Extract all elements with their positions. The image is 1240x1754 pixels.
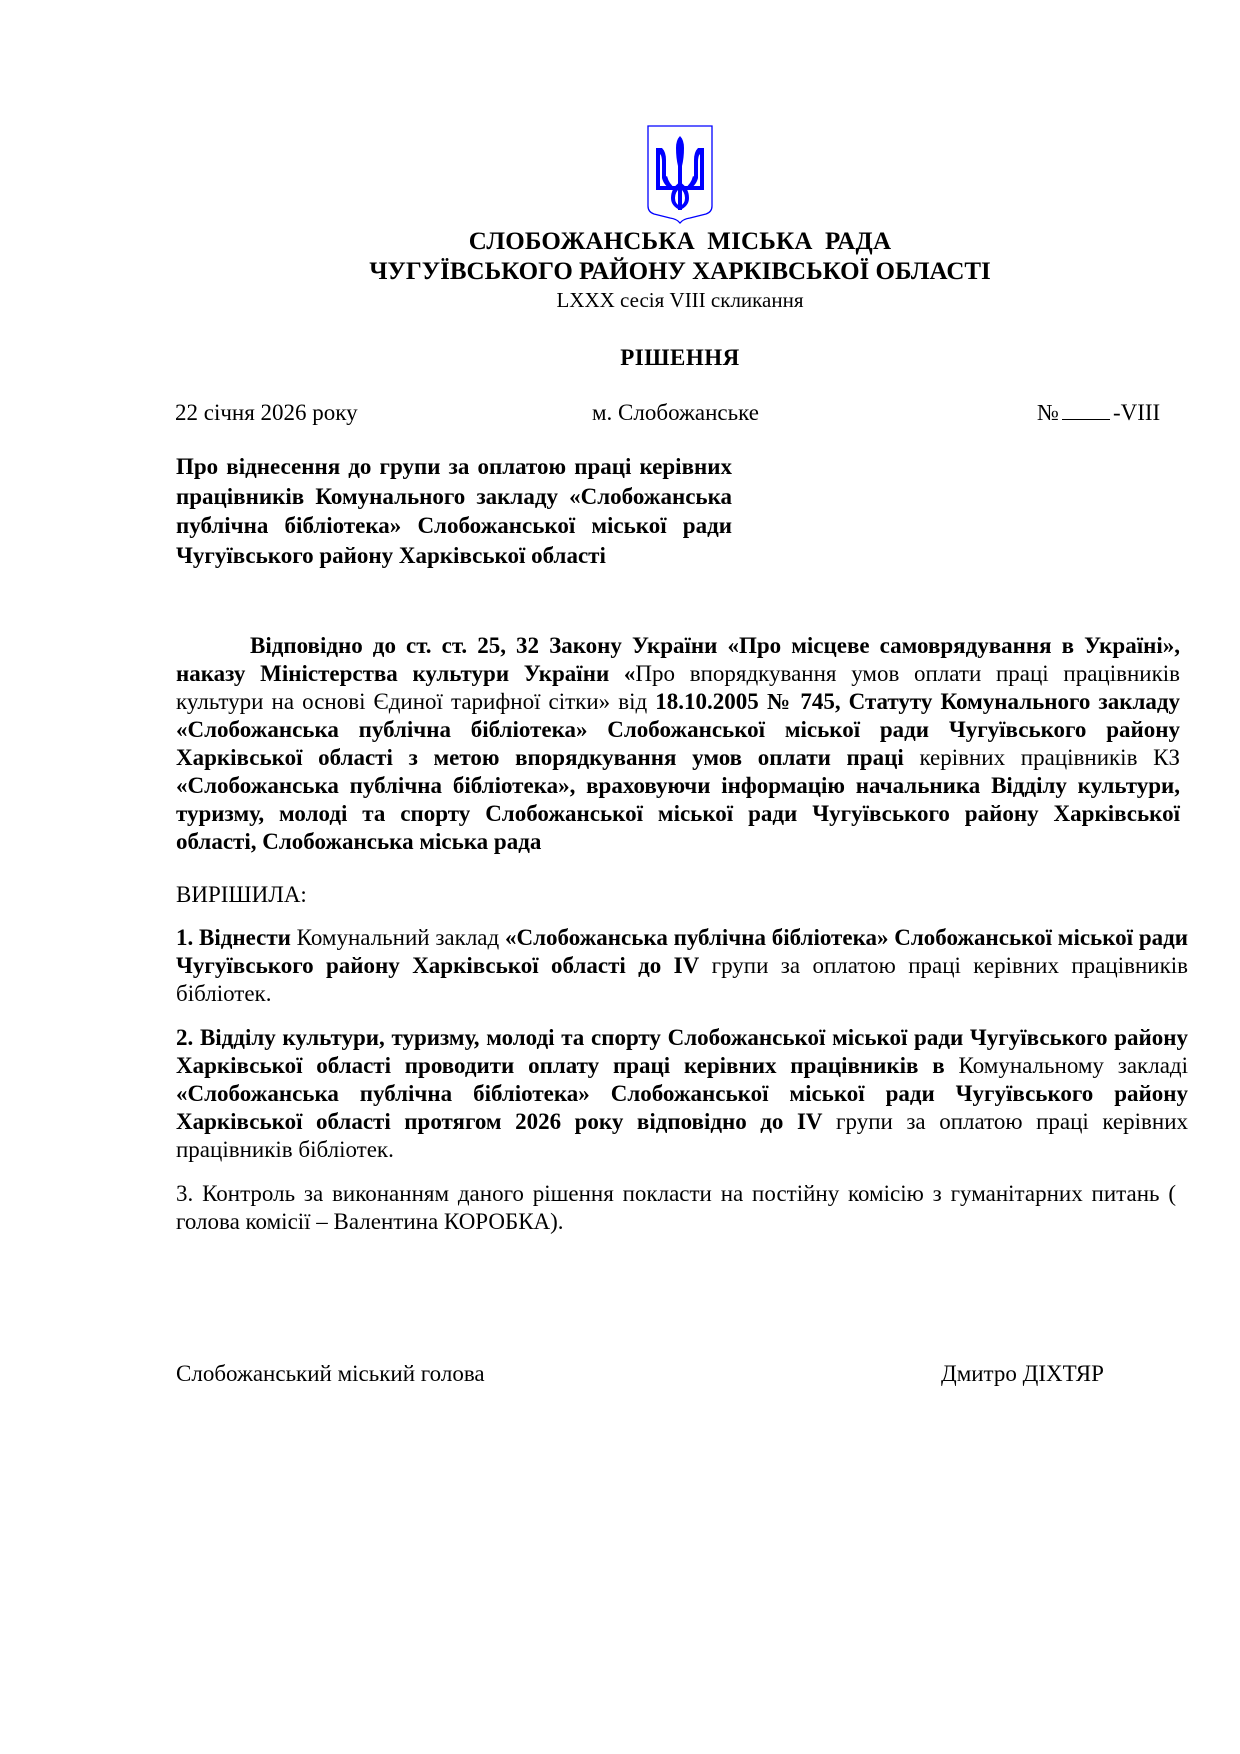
- decision-number: [1037, 400, 1160, 426]
- item-2-department: 2. Відділу культури, туризму, молоді та спорту Слобожанської міської ради Чугуївського району Харківської області проводити оплату праці керівних працівників в: [176, 1025, 1188, 1078]
- decision-item-3: 3. Контроль за виконанням даного рішення покласти на постійну комісію з гуманітарних питань ( голова комісії – Валентина КОРОБКА).: [176, 1181, 1176, 1234]
- preamble-order-title: Про впорядкування умов оплати праці працівників культури на основі Єдиної тарифної сітки» від: [176, 661, 1181, 714]
- signatory-name: Дмитро ДІХТЯР: [941, 1361, 1104, 1386]
- ukraine-trident-emblem-icon: [645, 124, 715, 224]
- preamble-considering: «Слобожанська публічна бібліотека», враховуючи інформацію начальника Відділу культури, туризму, молоді та спорту Слобожанської міської ради Чугуївського району Харківської області, Слобожанська міська рада: [176, 773, 1180, 854]
- decision-title: РІШЕННЯ: [620, 345, 740, 370]
- item-1-group: групи за оплатою праці керівних працівників бібліотек.: [176, 953, 1188, 1006]
- item-1-institution: «Слобожанська публічна бібліотека» Слобожанської міської ради Чугуївського району Харківської області до IV: [176, 925, 1188, 978]
- item-1-verb: 1. Віднести: [176, 925, 291, 950]
- decision-city: м. Слобожанське: [592, 400, 759, 425]
- decision-date: 22 січня 2026 року: [175, 400, 358, 425]
- session-heading: LXXX сесія VIII скликання: [556, 288, 804, 312]
- decision-item-2: [176, 1024, 1188, 1164]
- preamble-legal-basis: Відповідно до ст. ст. 25, 32 Закону України «Про місцеве самоврядування в Україні», наказу Міністерства культури України «: [176, 633, 1180, 686]
- item-2-institution: «Слобожанська публічна бібліотека» Слобожанської міської ради Чугуївського району Харківської області протягом 2026 року відповідно до IV: [176, 1081, 1188, 1134]
- district-heading: ЧУГУЇВСЬКОГО РАЙОНУ ХАРКІВСЬКОЇ ОБЛАСТІ: [369, 258, 991, 285]
- decided-label: ВИРІШИЛА:: [176, 882, 307, 907]
- signatory-title: Слобожанський міський голова: [176, 1361, 485, 1386]
- item-2-object: Комунальному закладі: [944, 1053, 1188, 1078]
- council-name-heading: СЛОБОЖАНСЬКА МІСЬКА РАДА: [468, 228, 892, 255]
- number-blank-line: [1062, 401, 1110, 420]
- item-2-group: групи за оплатою праці керівних працівників бібліотек.: [176, 1109, 1189, 1162]
- preamble-paragraph: [176, 632, 1180, 856]
- number-prefix: №: [1037, 400, 1059, 425]
- number-suffix: -VIII: [1112, 400, 1161, 425]
- preamble-staff: керівних працівників КЗ: [903, 745, 1180, 770]
- decision-subject: Про віднесення до групи за оплатою праці керівних працівників Комунального закладу «Слобожанська публічна бібліотека» Слобожанської міської ради Чугуївського району Харківської області: [176, 454, 732, 568]
- preamble-statute: 18.10.2005 № 745, Статуту Комунального закладу «Слобожанська публічна бібліотека» Слобожанської міської ради Чугуївського району Харківської області з метою впорядкування умов оплати праці: [176, 689, 1180, 770]
- decision-item-1: [176, 924, 1188, 1008]
- item-1-object: Комунальний заклад: [290, 925, 505, 950]
